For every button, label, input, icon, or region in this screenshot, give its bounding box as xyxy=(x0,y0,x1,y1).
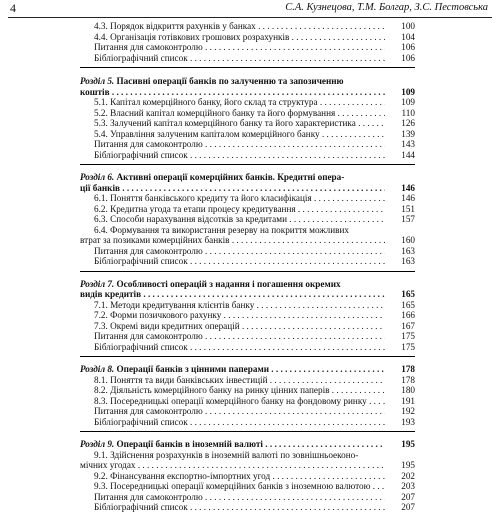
toc-entry: 8.3. Посередницькі операції комерційного банку на фондовому ринку . . . 191 xyxy=(80,396,415,407)
toc-entry: Питання для самоконтролю . . . 192 xyxy=(80,406,415,417)
toc-entry: 9.2. Фінансування експортно-імпортних угод . . . 202 xyxy=(80,471,415,482)
divider xyxy=(80,271,415,272)
chapter-heading: Розділ 6. Активні операції комерційних банків. Кредитні опера- ції банків . . . 146 xyxy=(80,172,415,193)
toc-entry: 7.2. Форми позичкового рахунку . . . 166 xyxy=(80,310,415,321)
toc-entry: Питання для самоконтролю . . . 207 xyxy=(80,492,415,503)
toc-entry: 6.1. Поняття банківського кредиту та його класифікація . . . 146 xyxy=(80,193,415,204)
chapter-heading: Розділ 5. Пасивні операції банків по залученню та запозиченню коштів . . . 109 xyxy=(80,76,415,97)
toc-entry: Бібліографічний список . . . 106 xyxy=(80,53,415,64)
toc-entry: Бібліографічний список . . . 175 xyxy=(80,342,415,353)
toc-entry: Бібліографічний список . . . 144 xyxy=(80,150,415,161)
toc-entry: Бібліографічний список . . . 163 xyxy=(80,256,415,267)
toc-entry: 4.3. Порядок відкриття рахунків у банках . . . 100 xyxy=(80,21,415,32)
table-of-contents xyxy=(80,21,415,513)
toc-entry: 6.4. Формування та використання резерву на покриття можливих xyxy=(94,224,350,235)
toc-entry: 5.3. Залучений капітал комерційного банку та його характеристика . . . 126 xyxy=(80,118,415,129)
toc-entry: втрат за позиками комерційних банків . . . 160 xyxy=(80,235,415,246)
toc-entry: Питання для самоконтролю . . . 143 xyxy=(80,139,415,150)
toc-entry: 6.2. Кредитна угода та етапи процесу кредитування . . . 151 xyxy=(80,204,415,215)
toc-entry: Бібліографічний список . . . 193 xyxy=(80,417,415,428)
toc-entry: Бібліографічний список . . . 207 xyxy=(80,502,415,513)
toc-entry: 7.3. Окремі види кредитних операцій . . . 167 xyxy=(80,321,415,332)
toc-entry: 8.2. Діяльність комерційного банку на ринку цінних паперів . . . 180 xyxy=(80,385,415,396)
header-rule xyxy=(8,17,492,18)
authors: С.А. Кузнецова, Т.М. Болгар, З.С. Пестовська xyxy=(285,2,488,13)
divider xyxy=(80,356,415,357)
toc-entry: 5.4. Управління залученим капіталом комерційного банку . . . 139 xyxy=(80,129,415,140)
divider xyxy=(80,67,415,68)
toc-entry: Питання для самоконтролю . . . 175 xyxy=(80,331,415,342)
chapter-heading: Розділ 8. Операції банків з цінними паперами . . . 178 xyxy=(80,364,415,375)
toc-entry: 5.2. Власний капітал комерційного банку та його формування . . . 110 xyxy=(80,108,415,119)
toc-entry: 6.3. Способи нарахування відсотків за кредитами . . . 157 xyxy=(80,214,415,225)
toc-entry: 4.4. Організація готівкових грошових розрахунків . . . 104 xyxy=(80,32,415,43)
divider xyxy=(80,164,415,165)
toc-entry: 9.1. Здійснення розрахунків в іноземній валюті по зовнішньоеконо- xyxy=(94,449,359,460)
chapter-heading: Розділ 7. Особливості операцій з надання і погашення окремих видів кредитів . . . 165 xyxy=(80,279,415,300)
running-header xyxy=(0,0,500,18)
toc-entry: 8.1. Поняття та види банківських інвестицій . . . 178 xyxy=(80,375,415,386)
chapter-heading: Розділ 9. Операції банків в іноземній валюті . . . 195 xyxy=(80,439,415,450)
toc-entry: 5.1. Капітал комерційного банку, його склад та структура . . . 109 xyxy=(80,97,415,108)
page-number: 4 xyxy=(10,1,16,15)
divider xyxy=(80,431,415,432)
toc-entry: Питання для самоконтролю . . . 106 xyxy=(80,42,415,53)
toc-entry: мічних угодах . . . 195 xyxy=(80,460,415,471)
toc-entry: Питання для самоконтролю . . . 163 xyxy=(80,246,415,257)
toc-entry: 9.3. Посередницькі операції комерційних банків з іноземною валютою . . . 203 xyxy=(80,481,415,492)
toc-entry: 7.1. Методи кредитування клієнтів банку . . . 165 xyxy=(80,300,415,311)
